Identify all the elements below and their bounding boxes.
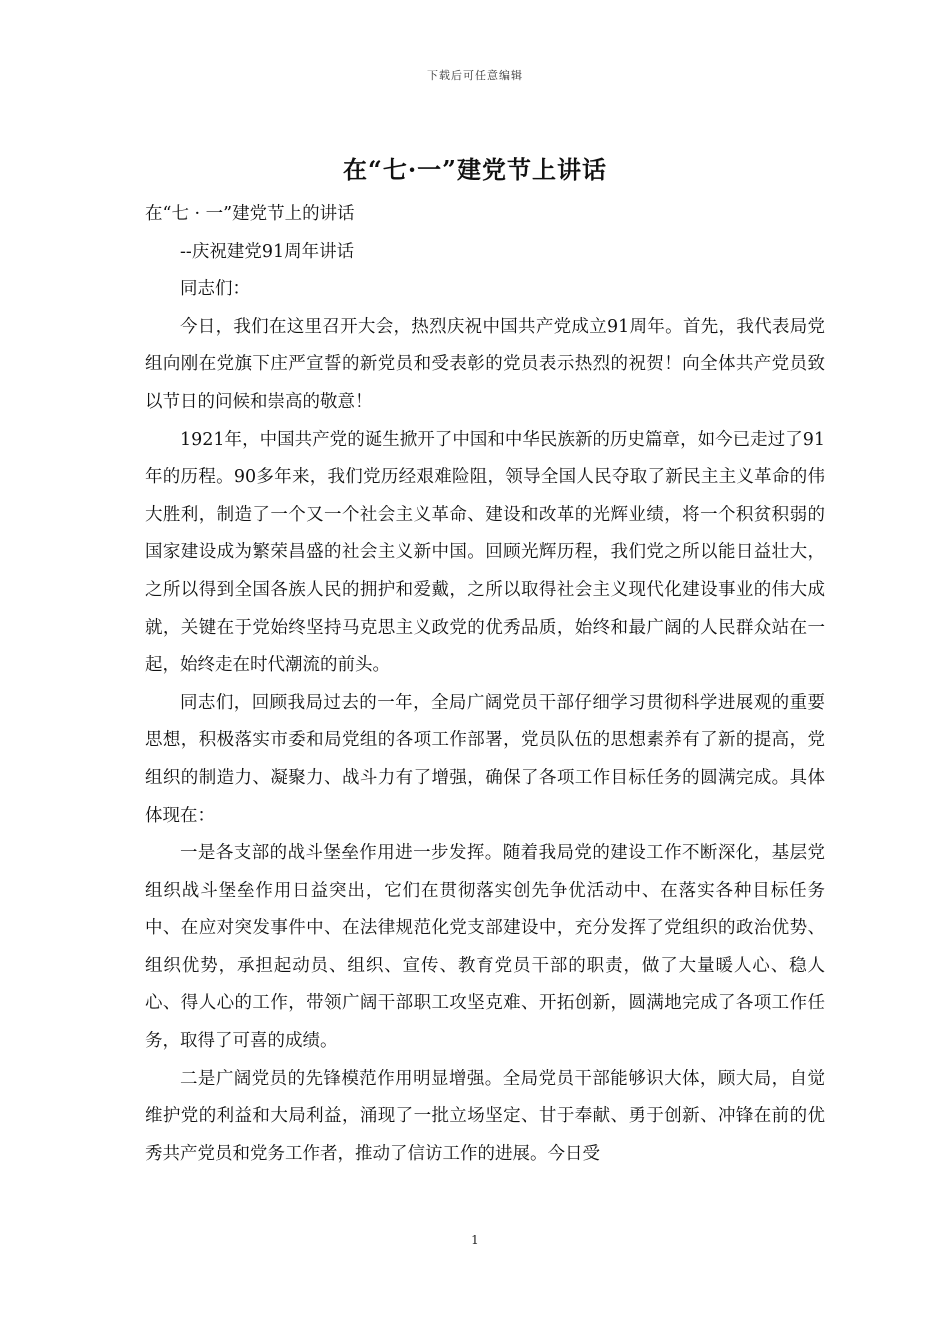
paragraph-history: 1921年，中国共产党的诞生掀开了中国和中华民族新的历史篇章，如今已走过了91年的历程。90多年来，我们党历经艰难险阻，领导全国人民夺取了新民主主义革命的伟大胜利，制造了一个又一个社会主义革命、建设和改革的光辉业绩，将一个积贫积弱的国家建设成为繁荣昌盛的社会主义新中国。回顾光辉历程，我们党之所以能日益壮大，之所以得到全国各族人民的拥护和爱戴，之所以取得社会主义现代化建设事业的伟大成就，关键在于党始终坚持马克思主义政党的优秀品质，始终和最广阔的人民群众站在一起，始终走在时代潮流的前头。	[145, 429, 825, 676]
salutation: 同志们：	[180, 279, 250, 300]
paragraph-point-one: 一是各支部的战斗堡垒作用进一步发挥。随着我局党的建设工作不断深化，基层党组织战斗堡垒作用日益突出，它们在贯彻落实创先争优活动中、在落实各种目标任务中、在应对突发事件中、在法律规范化党支部建设中，充分发挥了党组织的政治优势、组织优势，承担起动员、组织、宣传、教育党员干部的职责，做了大量暖人心、稳人心、得人心的工作，带领广阔干部职工攻坚克难、开拓创新，圆满地完成了各项工作任务，取得了可喜的成绩。	[145, 843, 825, 1052]
speech-subtitle: --庆祝建党91周年讲话	[180, 241, 355, 262]
speech-title-line: 在“七 · 一”建党节上的讲话	[145, 204, 355, 224]
paragraph-review: 同志们，回顾我局过去的一年，全局广阔党员干部仔细学习贯彻科学进展观的重要思想，积极落实市委和局党组的各项工作部署，党员队伍的思想素养有了新的提高，党组织的制造力、凝聚力、战斗力有了增强，确保了各项工作目标任务的圆满完成。具体体现在：	[145, 692, 825, 826]
document-body	[145, 196, 825, 1173]
page-number: 1	[471, 1233, 479, 1247]
paragraph-point-two: 二是广阔党员的先锋模范作用明显增强。全局党员干部能够识大体，顾大局，自觉维护党的利益和大局利益，涌现了一批立场坚定、甘于奉献、勇于创新、冲锋在前的优秀共产党员和党务工作者，推动了信访工作的进展。今日受	[145, 1068, 825, 1164]
document-title: 在“七·一”建党节上讲话	[343, 155, 607, 184]
paragraph-opening: 今日，我们在这里召开大会，热烈庆祝中国共产党成立91周年。首先，我代表局党组向刚在党旗下庄严宣誓的新党员和受表彰的党员表示热烈的祝贺！向全体共产党员致以节日的问候和崇高的敬意！	[145, 316, 825, 412]
page-header-note: 下载后可任意编辑	[427, 69, 523, 82]
